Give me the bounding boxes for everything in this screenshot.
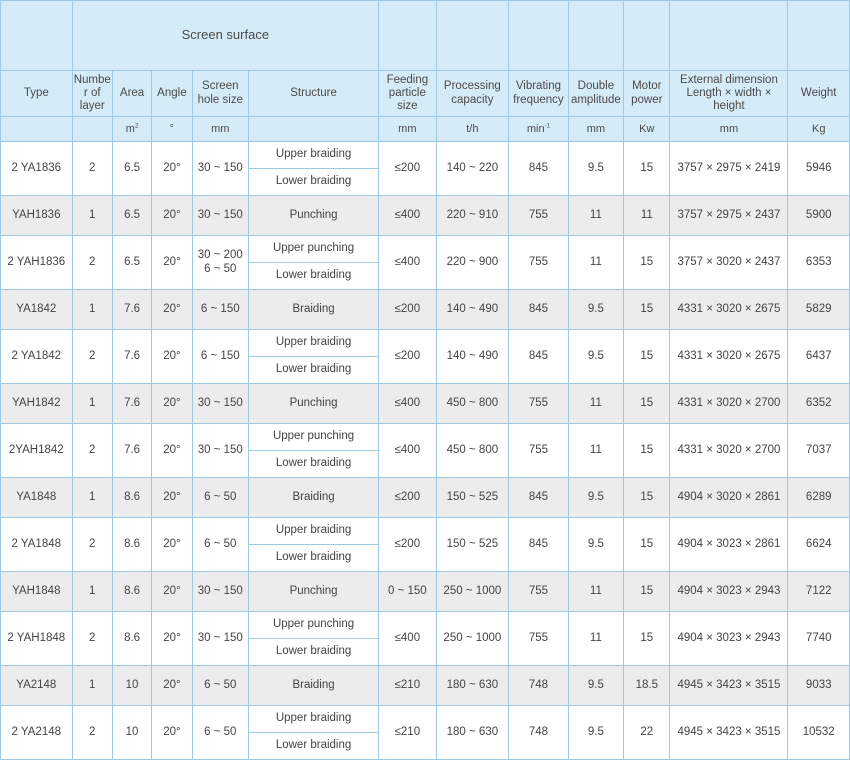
cell-area: 6.5 (112, 196, 151, 236)
cell-power: 15 (624, 612, 670, 666)
table-row (1, 666, 850, 706)
cell-freq: 845 (509, 290, 568, 330)
cell-type: YAH1842 (1, 384, 73, 424)
cell-feed: ≤200 (379, 330, 436, 384)
cell-amp: 11 (568, 196, 623, 236)
cell-angle: 20° (152, 142, 192, 196)
header-capacity: Processing capacity (436, 71, 509, 117)
cell-structure: Lower braiding (249, 357, 379, 384)
cell-layers: 1 (72, 572, 112, 612)
cell-amp: 9.5 (568, 518, 623, 572)
cell-structure: Lower braiding (249, 545, 379, 572)
cell-area: 7.6 (112, 384, 151, 424)
cell-structure: Braiding (249, 290, 379, 330)
cell-area: 6.5 (112, 142, 151, 196)
header-power: Motor power (624, 71, 670, 117)
cell-weight: 5829 (788, 290, 850, 330)
table-row (1, 518, 850, 545)
cell-type: YAH1836 (1, 196, 73, 236)
cell-dim: 4904 × 3020 × 2861 (670, 478, 788, 518)
cell-feed: ≤200 (379, 518, 436, 572)
header-layer: Numbe r of layer (72, 71, 112, 117)
header-area: Area (112, 71, 151, 117)
cell-feed: ≤400 (379, 612, 436, 666)
cell-area: 8.6 (112, 612, 151, 666)
table-row (1, 706, 850, 733)
cell-amp: 9.5 (568, 478, 623, 518)
cell-capacity: 450 ~ 800 (436, 424, 509, 478)
cell-hole: 6 ~ 50 (192, 706, 248, 760)
cell-layers: 2 (72, 424, 112, 478)
table-row (1, 142, 850, 169)
cell-type: 2 YAH1848 (1, 612, 73, 666)
header-blank (568, 1, 623, 71)
cell-feed: ≤400 (379, 196, 436, 236)
unit-area-exp: 2 (134, 123, 139, 130)
cell-amp: 11 (568, 572, 623, 612)
cell-structure: Lower braiding (249, 263, 379, 290)
cell-structure: Punching (249, 572, 379, 612)
cell-structure: Upper braiding (249, 142, 379, 169)
header-feed: Feeding particle size (379, 71, 436, 117)
cell-feed: ≤210 (379, 706, 436, 760)
cell-weight: 7740 (788, 612, 850, 666)
cell-power: 11 (624, 196, 670, 236)
cell-dim: 4904 × 3023 × 2943 (670, 572, 788, 612)
cell-layers: 2 (72, 518, 112, 572)
cell-type: 2 YA2148 (1, 706, 73, 760)
cell-dim: 4904 × 3023 × 2861 (670, 518, 788, 572)
cell-area: 10 (112, 706, 151, 760)
cell-structure: Lower braiding (249, 451, 379, 478)
cell-capacity: 150 ~ 525 (436, 478, 509, 518)
header-freq: Vibrating frequency (509, 71, 568, 117)
cell-angle: 20° (152, 290, 192, 330)
cell-dim: 4945 × 3423 × 3515 (670, 706, 788, 760)
cell-power: 15 (624, 290, 670, 330)
cell-type: YAH1848 (1, 572, 73, 612)
cell-structure: Punching (249, 196, 379, 236)
cell-angle: 20° (152, 196, 192, 236)
table-body (1, 142, 850, 760)
cell-dim: 4945 × 3423 × 3515 (670, 666, 788, 706)
cell-power: 15 (624, 384, 670, 424)
cell-hole: 6 ~ 150 (192, 290, 248, 330)
cell-power: 15 (624, 572, 670, 612)
cell-hole: 30 ~ 150 (192, 196, 248, 236)
cell-feed: 0 ~ 150 (379, 572, 436, 612)
cell-power: 15 (624, 236, 670, 290)
cell-capacity: 180 ~ 630 (436, 706, 509, 760)
cell-hole: 30 ~ 150 (192, 142, 248, 196)
cell-capacity: 220 ~ 910 (436, 196, 509, 236)
cell-hole: 6 ~ 50 (192, 478, 248, 518)
unit-angle: ° (152, 117, 192, 142)
cell-feed: ≤200 (379, 478, 436, 518)
cell-capacity: 180 ~ 630 (436, 666, 509, 706)
cell-structure: Lower braiding (249, 733, 379, 760)
cell-feed: ≤400 (379, 384, 436, 424)
cell-freq: 845 (509, 142, 568, 196)
cell-structure: Braiding (249, 478, 379, 518)
cell-hole: 6 ~ 50 (192, 666, 248, 706)
cell-weight: 6353 (788, 236, 850, 290)
table-row (1, 612, 850, 639)
cell-angle: 20° (152, 384, 192, 424)
cell-capacity: 250 ~ 1000 (436, 572, 509, 612)
cell-type: YA1842 (1, 290, 73, 330)
cell-freq: 845 (509, 518, 568, 572)
header-weight: Weight (788, 71, 850, 117)
cell-power: 15 (624, 518, 670, 572)
cell-freq: 755 (509, 572, 568, 612)
unit-area-base: m (125, 122, 135, 135)
cell-structure: Punching (249, 384, 379, 424)
cell-dim: 4331 × 3020 × 2700 (670, 384, 788, 424)
cell-weight: 6352 (788, 384, 850, 424)
unit-weight: Kg (788, 117, 850, 142)
header-blank (670, 1, 788, 71)
cell-weight: 6289 (788, 478, 850, 518)
cell-area: 7.6 (112, 290, 151, 330)
cell-angle: 20° (152, 612, 192, 666)
cell-weight: 6437 (788, 330, 850, 384)
table-row (1, 330, 850, 357)
cell-capacity: 140 ~ 220 (436, 142, 509, 196)
cell-type: 2 YA1836 (1, 142, 73, 196)
cell-layers: 1 (72, 384, 112, 424)
cell-amp: 9.5 (568, 330, 623, 384)
unit-feed: mm (379, 117, 436, 142)
cell-dim: 3757 × 3020 × 2437 (670, 236, 788, 290)
cell-hole: 6 ~ 150 (192, 330, 248, 384)
cell-feed: ≤200 (379, 142, 436, 196)
cell-capacity: 450 ~ 800 (436, 384, 509, 424)
cell-amp: 9.5 (568, 706, 623, 760)
cell-power: 15 (624, 142, 670, 196)
cell-weight: 6624 (788, 518, 850, 572)
cell-capacity: 150 ~ 525 (436, 518, 509, 572)
unit-power: Kw (624, 117, 670, 142)
cell-type: 2 YA1848 (1, 518, 73, 572)
header-blank (788, 1, 850, 71)
cell-type: 2 YA1842 (1, 330, 73, 384)
unit-freq-exp: -1 (544, 123, 550, 130)
cell-power: 22 (624, 706, 670, 760)
cell-capacity: 140 ~ 490 (436, 290, 509, 330)
cell-freq: 845 (509, 330, 568, 384)
cell-area: 8.6 (112, 518, 151, 572)
cell-structure: Upper punching (249, 612, 379, 639)
cell-angle: 20° (152, 478, 192, 518)
unit-blank (1, 117, 73, 142)
cell-feed: ≤200 (379, 290, 436, 330)
cell-hole: 30 ~ 150 (192, 384, 248, 424)
cell-dim: 4904 × 3023 × 2943 (670, 612, 788, 666)
cell-weight: 7037 (788, 424, 850, 478)
header-type: Type (1, 71, 73, 117)
cell-freq: 755 (509, 196, 568, 236)
cell-structure: Braiding (249, 666, 379, 706)
cell-amp: 9.5 (568, 290, 623, 330)
unit-blank (72, 117, 112, 142)
cell-angle: 20° (152, 518, 192, 572)
cell-angle: 20° (152, 572, 192, 612)
table-header (1, 1, 850, 142)
cell-structure: Upper punching (249, 424, 379, 451)
cell-amp: 9.5 (568, 666, 623, 706)
cell-structure: Lower braiding (249, 169, 379, 196)
cell-feed: ≤400 (379, 424, 436, 478)
cell-type: 2YAH1842 (1, 424, 73, 478)
header-dim: External dimension Length × width × height (670, 71, 788, 117)
cell-hole: 30 ~ 150 (192, 424, 248, 478)
cell-freq: 755 (509, 236, 568, 290)
cell-structure: Lower braiding (249, 639, 379, 666)
cell-angle: 20° (152, 236, 192, 290)
unit-freq (509, 117, 568, 142)
cell-weight: 7122 (788, 572, 850, 612)
cell-layers: 1 (72, 290, 112, 330)
cell-weight: 10532 (788, 706, 850, 760)
cell-freq: 748 (509, 666, 568, 706)
cell-freq: 755 (509, 424, 568, 478)
cell-area: 6.5 (112, 236, 151, 290)
cell-dim: 4331 × 3020 × 2675 (670, 290, 788, 330)
unit-blank (249, 117, 379, 142)
cell-layers: 2 (72, 236, 112, 290)
cell-dim: 3757 × 2975 × 2437 (670, 196, 788, 236)
screen-surface-title: Screen surface (72, 1, 379, 71)
cell-power: 15 (624, 330, 670, 384)
cell-area: 7.6 (112, 424, 151, 478)
cell-angle: 20° (152, 706, 192, 760)
cell-amp: 11 (568, 384, 623, 424)
unit-dim: mm (670, 117, 788, 142)
cell-layers: 2 (72, 142, 112, 196)
unit-area (112, 117, 151, 142)
cell-dim: 3757 × 2975 × 2419 (670, 142, 788, 196)
cell-hole: 6 ~ 50 (192, 518, 248, 572)
cell-freq: 748 (509, 706, 568, 760)
cell-hole: 30 ~ 200 6 ~ 50 (192, 236, 248, 290)
cell-dim: 4331 × 3020 × 2675 (670, 330, 788, 384)
header-blank (436, 1, 509, 71)
unit-hole: mm (192, 117, 248, 142)
table-row (1, 236, 850, 263)
cell-amp: 11 (568, 612, 623, 666)
header-blank-type (1, 1, 73, 71)
cell-dim: 4331 × 3020 × 2700 (670, 424, 788, 478)
cell-capacity: 220 ~ 900 (436, 236, 509, 290)
cell-layers: 1 (72, 478, 112, 518)
unit-capacity: t/h (436, 117, 509, 142)
cell-area: 8.6 (112, 572, 151, 612)
cell-amp: 11 (568, 236, 623, 290)
table-row (1, 572, 850, 612)
unit-freq-base: min (526, 122, 545, 135)
cell-structure: Upper braiding (249, 330, 379, 357)
cell-hole: 30 ~ 150 (192, 612, 248, 666)
cell-layers: 1 (72, 666, 112, 706)
cell-capacity: 140 ~ 490 (436, 330, 509, 384)
cell-hole: 30 ~ 150 (192, 572, 248, 612)
cell-weight: 5900 (788, 196, 850, 236)
cell-structure: Upper punching (249, 236, 379, 263)
header-blank (509, 1, 568, 71)
cell-angle: 20° (152, 330, 192, 384)
cell-angle: 20° (152, 424, 192, 478)
cell-power: 18.5 (624, 666, 670, 706)
header-blank (624, 1, 670, 71)
cell-amp: 11 (568, 424, 623, 478)
cell-layers: 2 (72, 330, 112, 384)
table-row (1, 196, 850, 236)
cell-type: 2 YAH1836 (1, 236, 73, 290)
table-row (1, 424, 850, 451)
cell-structure: Upper braiding (249, 518, 379, 545)
cell-feed: ≤210 (379, 666, 436, 706)
header-amp: Double amplitude (568, 71, 623, 117)
header-blank (379, 1, 436, 71)
header-angle: Angle (152, 71, 192, 117)
cell-power: 15 (624, 478, 670, 518)
cell-area: 7.6 (112, 330, 151, 384)
cell-type: YA2148 (1, 666, 73, 706)
cell-angle: 20° (152, 666, 192, 706)
cell-layers: 1 (72, 196, 112, 236)
cell-capacity: 250 ~ 1000 (436, 612, 509, 666)
table-row (1, 478, 850, 518)
cell-feed: ≤400 (379, 236, 436, 290)
cell-area: 8.6 (112, 478, 151, 518)
cell-amp: 9.5 (568, 142, 623, 196)
cell-weight: 9033 (788, 666, 850, 706)
table-row (1, 290, 850, 330)
table-row (1, 384, 850, 424)
cell-layers: 2 (72, 612, 112, 666)
cell-power: 15 (624, 424, 670, 478)
header-hole: Screen hole size (192, 71, 248, 117)
cell-freq: 755 (509, 384, 568, 424)
cell-weight: 5946 (788, 142, 850, 196)
header-structure: Structure (249, 71, 379, 117)
cell-area: 10 (112, 666, 151, 706)
cell-type: YA1848 (1, 478, 73, 518)
unit-amp: mm (568, 117, 623, 142)
cell-freq: 755 (509, 612, 568, 666)
cell-structure: Upper braiding (249, 706, 379, 733)
cell-freq: 845 (509, 478, 568, 518)
cell-layers: 2 (72, 706, 112, 760)
